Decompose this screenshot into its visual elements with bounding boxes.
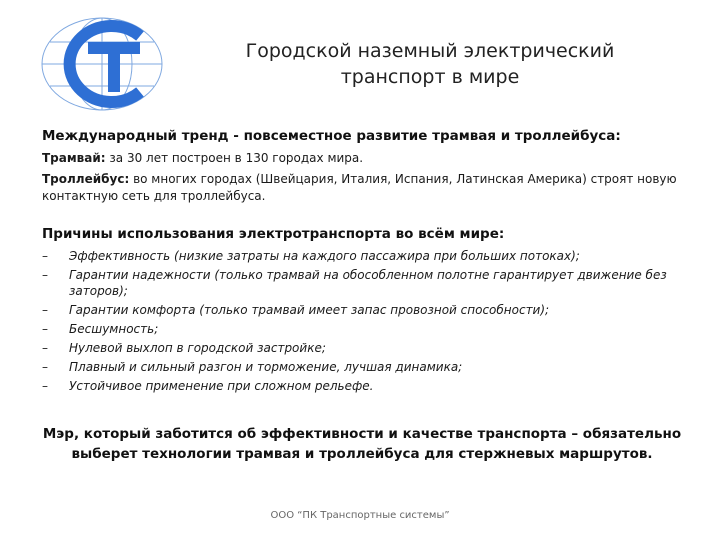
tram-label: Трамвай: [42, 151, 106, 165]
conclusion-text: Мэр, который заботится об эффективности и качестве транспорта – обязательно выберет технологии трамвая и троллейбуса для стержневых маршрутов. [42, 426, 682, 462]
list-item: – Бесшумность; [42, 322, 159, 336]
reasons-section [42, 226, 682, 397]
footer-text: ООО “ПК Транспортные системы” [270, 510, 450, 521]
trend-section [42, 128, 682, 209]
list-item: – Устойчивое применение при сложном рельефе. [42, 379, 374, 393]
trolley-text: во многих городах (Швейцария, Италия, Испания, Латинская Америка) строят новую контактную сеть для троллейбуса. [42, 172, 677, 203]
reasons-list [42, 248, 682, 394]
list-item: – Эффективность (низкие затраты на каждого пассажира при больших потоках); [42, 249, 580, 263]
trolley-paragraph [42, 171, 682, 205]
title-line-1: Городской наземный электрический [245, 40, 615, 62]
company-logo-icon [40, 14, 170, 114]
trend-heading: Международный тренд - повсеместное развитие трамвая и троллейбуса: [42, 128, 621, 144]
page-title [200, 38, 660, 90]
list-item: – Гарантии комфорта (только трамвай имеет запас провозной способности); [42, 303, 550, 317]
list-item: – Плавный и сильный разгон и торможение, лучшая динамика; [42, 360, 463, 374]
trolley-label: Троллейбус: [42, 172, 130, 186]
list-item: – Нулевой выхлоп в городской застройке; [42, 341, 326, 355]
tram-paragraph [42, 150, 682, 167]
tram-text: за 30 лет построен в 130 городах мира. [105, 151, 364, 165]
reasons-heading: Причины использования электротранспорта во всём мире: [42, 226, 505, 242]
title-line-2: транспорт в мире [340, 66, 520, 88]
list-item: – Гарантии надежности (только трамвай на обособленном полотне гарантирует движение без заторов); [42, 268, 667, 298]
